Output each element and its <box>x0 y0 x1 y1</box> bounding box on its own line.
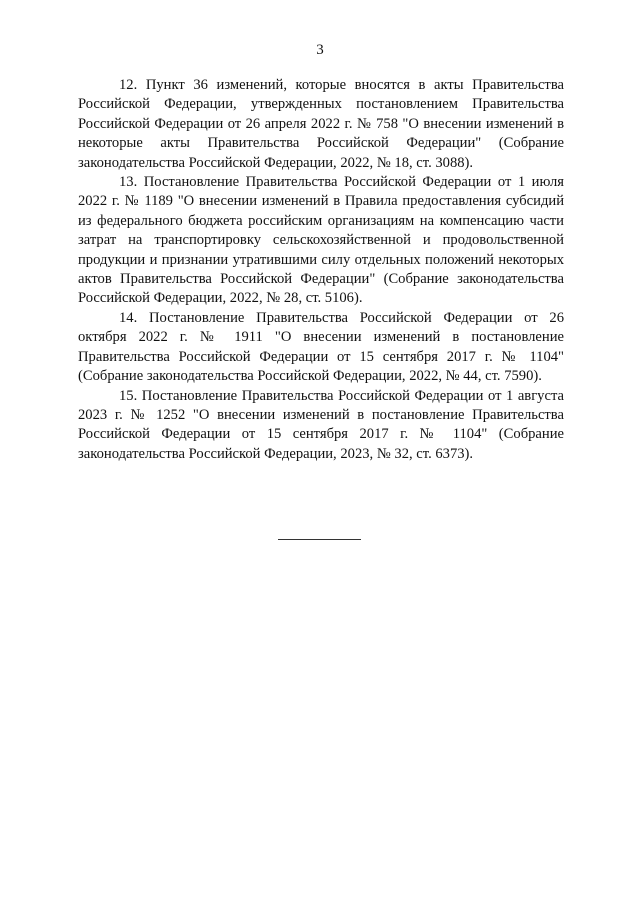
list-item-13: 13. Постановление Правительства Российской Федерации от 1 июля 2022 г. № 1189 "О внесении изменений в Правила предоставления субсидий из федерального бюджета российским организациям на компенсацию части затрат на транспортировку сельскохозяйственной и продовольственной продукции и признании утратившими силу отдельных положений некоторых актов Правительства Российской Федерации" (Собрание законодательства Российской Федерации, 2022, № 28, ст. 5106). <box>78 174 564 307</box>
list-item-12: 12. Пункт 36 изменений, которые вносятся в акты Правительства Российской Федерации, утвержденных постановлением Правительства Российской Федерации от 26 апреля 2022 г. № 758 "О внесении изменений в некоторые акты Правительства Российской Федерации" (Собрание законодательства Российской Федерации, 2022, № 18, ст. 3088). <box>78 77 564 171</box>
list-item-15: 15. Постановление Правительства Российской Федерации от 1 августа 2023 г. № 1252 "О внесении изменений в постановление Правительства Российской Федерации от 15 сентября 2017 г. № 1104" (Собрание законодательства Российской Федерации, 2023, № 32, ст. 6373). <box>78 387 564 462</box>
page-number: 3 <box>316 42 324 58</box>
list-item-14: 14. Постановление Правительства Российской Федерации от 26 октября 2022 г. № 1911 "О внесении изменений в постановление Правительства Российской Федерации от 15 сентября 2017 г. № 1104" (Собрание законодательства Российской Федерации, 2022, № 44, ст. 7590). <box>78 309 564 385</box>
document-body <box>78 76 564 464</box>
end-rule-divider <box>278 539 361 540</box>
